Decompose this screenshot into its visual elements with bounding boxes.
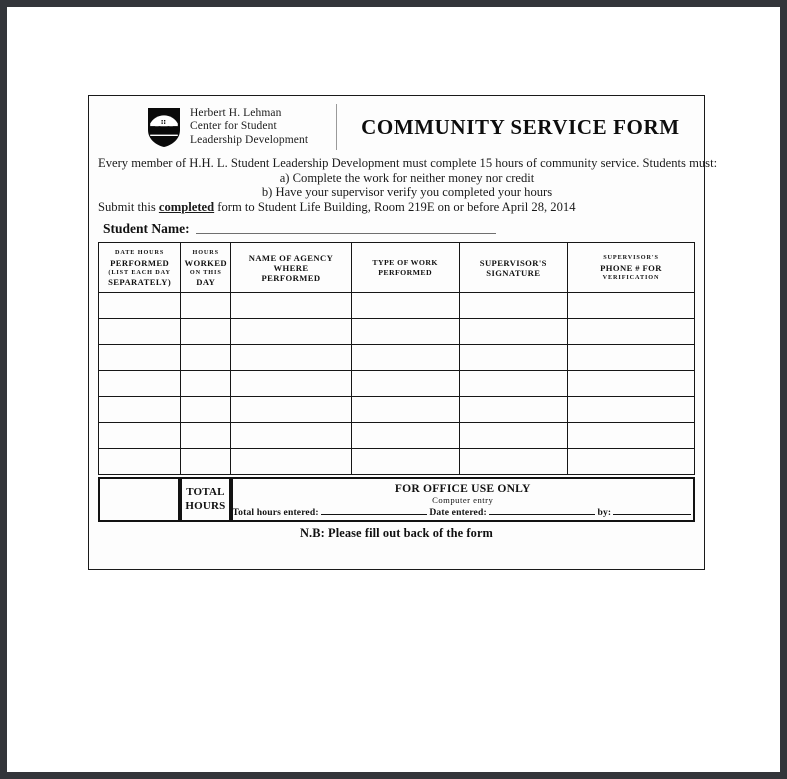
cell-agency[interactable]	[231, 423, 351, 449]
header-line: DATE HOURS	[114, 249, 165, 257]
cell-type-of-work[interactable]	[351, 319, 459, 345]
instruction-submit-line	[98, 200, 698, 215]
header-line: SIGNATURE	[486, 267, 541, 278]
column-header-hours-worked	[181, 243, 231, 293]
cell-agency[interactable]	[231, 293, 351, 319]
cell-signature[interactable]	[459, 449, 567, 475]
totals-office-table	[98, 477, 695, 522]
cell-phone[interactable]	[568, 319, 695, 345]
cell-date-hours[interactable]	[99, 371, 181, 397]
form-page-sheet	[88, 95, 718, 570]
header-line: TYPE OF WORK	[372, 257, 438, 267]
cell-date-hours[interactable]	[99, 319, 181, 345]
cell-hours-worked[interactable]	[181, 423, 231, 449]
community-service-table	[98, 242, 695, 475]
submit-prefix: Submit this	[98, 199, 159, 214]
instruction-line-b: b) Have your supervisor verify you completed your hours	[261, 185, 553, 200]
student-name-row	[89, 214, 704, 242]
table-row	[99, 319, 695, 345]
cell-signature[interactable]	[459, 371, 567, 397]
cell-hours-worked[interactable]	[181, 319, 231, 345]
column-header-supervisor-phone	[568, 243, 695, 293]
total-hours-label-line1: TOTAL	[186, 486, 225, 499]
table-row	[99, 345, 695, 371]
cell-agency[interactable]	[231, 345, 351, 371]
cell-date-hours[interactable]	[99, 423, 181, 449]
header-line: SEPARATELY)	[108, 277, 172, 288]
total-hours-label-line2: HOURS	[185, 499, 226, 512]
total-hours-input[interactable]	[98, 477, 180, 522]
header-line: (LIST EACH DAY	[108, 268, 171, 276]
column-header-date-hours-performed	[99, 243, 181, 293]
column-header-supervisor-signature	[459, 243, 567, 293]
cell-signature[interactable]	[459, 319, 567, 345]
cell-hours-worked[interactable]	[181, 397, 231, 423]
column-header-name-of-agency	[231, 243, 351, 293]
office-use-subtitle: Computer entry	[432, 494, 494, 505]
header-line: WHERE	[273, 262, 309, 273]
letterhead	[89, 96, 704, 154]
header-line: PERFORMED	[110, 257, 170, 268]
cell-signature[interactable]	[459, 397, 567, 423]
org-line-1: Herbert H. Lehman	[190, 107, 282, 120]
office-use-title: FOR OFFICE USE ONLY	[394, 481, 531, 495]
org-line-3: Leadership Development	[190, 133, 309, 146]
office-use-fields	[233, 507, 693, 518]
org-line-2: Center for Student	[190, 120, 277, 133]
header-line: PHONE # FOR	[600, 262, 662, 273]
submit-suffix: form to Student Life Building, Room 219E on or before April 28, 2014	[214, 199, 576, 214]
student-name-label: Student Name:	[103, 221, 190, 237]
cell-date-hours[interactable]	[99, 449, 181, 475]
cell-agency[interactable]	[231, 319, 351, 345]
cell-type-of-work[interactable]	[351, 449, 459, 475]
cell-type-of-work[interactable]	[351, 397, 459, 423]
table-row	[99, 423, 695, 449]
table-row	[99, 371, 695, 397]
header-line: PERFORMED	[378, 267, 433, 277]
header-line: ON THIS	[189, 268, 222, 276]
entered-by-label: by:	[597, 506, 612, 518]
cell-phone[interactable]	[568, 371, 695, 397]
date-entered-input[interactable]	[489, 514, 596, 515]
table-body	[99, 293, 695, 475]
cell-agency[interactable]	[231, 397, 351, 423]
cell-hours-worked[interactable]	[181, 345, 231, 371]
cell-phone[interactable]	[568, 397, 695, 423]
instruction-line-1: Every member of H.H. L. Student Leadership Development must complete 15 hours of community service. Students must:	[98, 156, 718, 170]
header-line: SUPERVISOR'S	[479, 257, 547, 268]
header-line: DAY	[196, 277, 216, 288]
cell-phone[interactable]	[568, 423, 695, 449]
header-line: VERIFICATION	[602, 273, 660, 281]
cell-phone[interactable]	[568, 293, 695, 319]
instruction-line-a: a) Complete the work for neither money nor credit	[279, 170, 535, 185]
total-hours-entered-label: Total hours entered:	[232, 506, 319, 518]
cell-signature[interactable]	[459, 423, 567, 449]
cell-phone[interactable]	[568, 345, 695, 371]
footer-note: N.B: Please fill out back of the form	[300, 526, 493, 541]
header-line: HOURS	[192, 249, 220, 257]
community-service-table-wrap	[89, 242, 704, 475]
date-entered-label: Date entered:	[429, 506, 487, 518]
cell-type-of-work[interactable]	[351, 371, 459, 397]
cell-agency[interactable]	[231, 449, 351, 475]
organization-name	[190, 107, 308, 147]
header-line: SUPERVISOR'S	[603, 254, 659, 262]
cell-date-hours[interactable]	[99, 293, 181, 319]
table-header-row	[99, 243, 695, 293]
cell-phone[interactable]	[568, 449, 695, 475]
cell-type-of-work[interactable]	[351, 293, 459, 319]
column-header-type-of-work	[351, 243, 459, 293]
total-hours-entered-input[interactable]	[321, 514, 428, 515]
table-row	[99, 449, 695, 475]
office-use-section	[231, 477, 695, 522]
totals-office-band	[89, 475, 704, 522]
header-line: PERFORMED	[261, 272, 321, 283]
page-title: COMMUNITY SERVICE FORM	[361, 114, 680, 139]
cell-signature[interactable]	[459, 293, 567, 319]
table-row	[99, 293, 695, 319]
cell-signature[interactable]	[459, 345, 567, 371]
entered-by-input[interactable]	[613, 514, 691, 515]
lehman-shield-castle-icon	[147, 106, 181, 148]
cell-hours-worked[interactable]	[181, 371, 231, 397]
cell-date-hours[interactable]	[99, 397, 181, 423]
cell-type-of-work[interactable]	[351, 423, 459, 449]
cell-hours-worked[interactable]	[181, 449, 231, 475]
submit-emphasis: completed	[158, 199, 215, 214]
table-row	[99, 397, 695, 423]
cell-agency[interactable]	[231, 371, 351, 397]
cell-hours-worked[interactable]	[181, 293, 231, 319]
cell-type-of-work[interactable]	[351, 345, 459, 371]
student-name-input[interactable]	[196, 233, 496, 234]
header-line: NAME OF AGENCY	[248, 252, 334, 263]
cell-date-hours[interactable]	[99, 345, 181, 371]
total-hours-label	[180, 477, 230, 522]
header-line: WORKED	[184, 257, 228, 268]
header-divider	[336, 104, 337, 150]
instructions-block	[89, 154, 718, 214]
